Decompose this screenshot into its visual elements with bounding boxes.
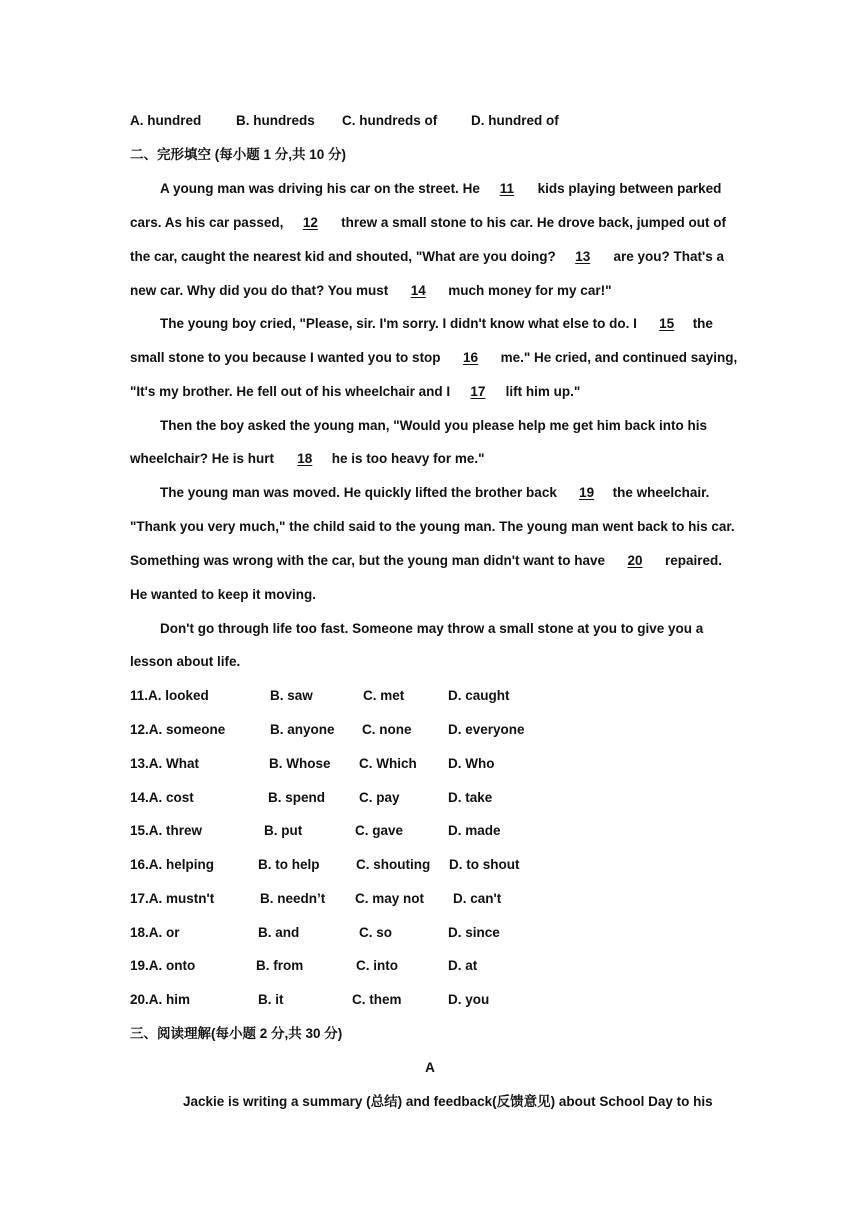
option-d: D. hundred of <box>471 113 559 128</box>
choice-c: C. gave <box>355 823 404 838</box>
choice-d: D. you <box>448 992 490 1007</box>
passage-text: Something was wrong with the car, but the young man didn't want to have <box>130 553 605 568</box>
blank-11: 11 <box>499 181 514 196</box>
passage-text: threw a small stone to his car. He drove back, jumped out of <box>337 215 726 230</box>
choice-b: B. it <box>258 992 284 1007</box>
passage-text: me." He cried, and continued saying, <box>500 350 738 365</box>
blank-16: 16 <box>463 350 479 365</box>
passage-text: cars. As his car passed, <box>130 215 284 230</box>
blank-18: 18 <box>297 451 313 466</box>
choice-a: 12.A. someone <box>130 722 226 737</box>
choice-a: 11.A. looked <box>130 688 209 703</box>
choice-c: C. met <box>363 688 405 703</box>
choice-a: 15.A. threw <box>130 823 203 838</box>
blank-17: 17 <box>470 384 486 399</box>
choice-d: D. can't <box>453 891 502 906</box>
reading-intro: Jackie is writing a summary (总结) and feedback(反馈意见) about School Day to his <box>183 1094 713 1109</box>
choice-c: C. none <box>362 722 412 737</box>
passage-text: repaired. <box>665 553 723 568</box>
passage-text: small stone to you because I wanted you to stop <box>130 350 441 365</box>
choice-c: C. may not <box>355 891 425 906</box>
passage-text: A young man was driving his car on the street. He <box>160 181 480 196</box>
option-b: B. hundreds <box>236 113 315 128</box>
blank-19: 19 <box>579 485 595 500</box>
blank-12: 12 <box>302 215 318 230</box>
passage-line <box>130 450 485 468</box>
blank-14: 14 <box>410 283 426 298</box>
passage-text: new car. Why did you do that? You must <box>130 283 389 298</box>
choice-d: D. take <box>448 790 493 805</box>
choice-b: B. put <box>264 823 303 838</box>
choice-c: C. pay <box>359 790 400 805</box>
choice-c: C. shouting <box>356 857 431 872</box>
choice-d: D. Who <box>448 756 495 771</box>
passage-line <box>130 282 611 300</box>
passage-line <box>160 484 709 502</box>
choice-b: B. spend <box>268 790 326 805</box>
choice-d: D. since <box>448 925 500 940</box>
choice-a: 14.A. cost <box>130 790 194 805</box>
passage-line <box>130 552 722 570</box>
passage-text: The young boy cried, "Please, sir. I'm sorry. I didn't know what else to do. I <box>160 316 641 331</box>
choice-b: B. needn’t <box>260 891 326 906</box>
choice-c: C. so <box>359 925 393 940</box>
passage-line: "Thank you very much," the child said to the young man. The young man went back to his car. <box>130 519 735 534</box>
choice-c: C. Which <box>359 756 417 771</box>
choice-d: D. caught <box>448 688 510 703</box>
blank-13: 13 <box>575 249 591 264</box>
choice-b: B. Whose <box>269 756 331 771</box>
section3-title: 三、阅读理解(每小题 2 分,共 30 分) <box>130 1026 343 1041</box>
choice-a: 18.A. or <box>130 925 180 940</box>
passage-text: are you? That's a <box>609 249 724 264</box>
passage-text: much money for my car!" <box>448 283 612 298</box>
blank-15: 15 <box>659 316 675 331</box>
passage-text: the <box>692 316 713 331</box>
passage-text: kids playing between parked <box>533 181 722 196</box>
choice-d: D. at <box>448 958 478 973</box>
passage-text: lift him up." <box>501 384 581 399</box>
choice-a: 20.A. him <box>130 992 191 1007</box>
choice-b: B. anyone <box>270 722 335 737</box>
section2-title: 二、完形填空 (每小题 1 分,共 10 分) <box>130 147 347 162</box>
passage-line <box>160 180 721 198</box>
choice-a: 19.A. onto <box>130 958 196 973</box>
passage-line: Don't go through life too fast. Someone may throw a small stone at you to give you a <box>160 621 704 636</box>
choice-c: C. into <box>356 958 398 973</box>
blank-20: 20 <box>627 553 643 568</box>
choice-d: D. to shout <box>449 857 520 872</box>
reading-part-label: A <box>425 1060 435 1075</box>
passage-text: wheelchair? He is hurt <box>130 451 278 466</box>
passage-text: the wheelchair. <box>612 485 710 500</box>
passage-line <box>130 248 724 266</box>
choice-d: D. everyone <box>448 722 525 737</box>
choice-b: B. from <box>256 958 304 973</box>
option-c: C. hundreds of <box>342 113 438 128</box>
choice-b: B. saw <box>270 688 313 703</box>
passage-text: "It's my brother. He fell out of his wheelchair and I <box>130 384 454 399</box>
passage-line <box>130 214 726 232</box>
passage-text: he is too heavy for me." <box>331 451 485 466</box>
choice-b: B. and <box>258 925 300 940</box>
passage-line: lesson about life. <box>130 654 241 669</box>
choice-d: D. made <box>448 823 501 838</box>
choice-a: 16.A. helping <box>130 857 215 872</box>
choice-c: C. them <box>352 992 402 1007</box>
choice-b: B. to help <box>258 857 320 872</box>
passage-line: He wanted to keep it moving. <box>130 587 317 602</box>
choice-a: 13.A. What <box>130 756 200 771</box>
passage-line: Then the boy asked the young man, "Would you please help me get him back into his <box>160 418 707 433</box>
option-a: A. hundred <box>130 113 202 128</box>
passage-line <box>130 349 737 367</box>
passage-line <box>130 383 580 401</box>
passage-text: The young man was moved. He quickly lifted the brother back <box>160 485 561 500</box>
choice-a: 17.A. mustn't <box>130 891 215 906</box>
passage-line <box>160 315 713 333</box>
passage-text: the car, caught the nearest kid and shouted, "What are you doing? <box>130 249 556 264</box>
